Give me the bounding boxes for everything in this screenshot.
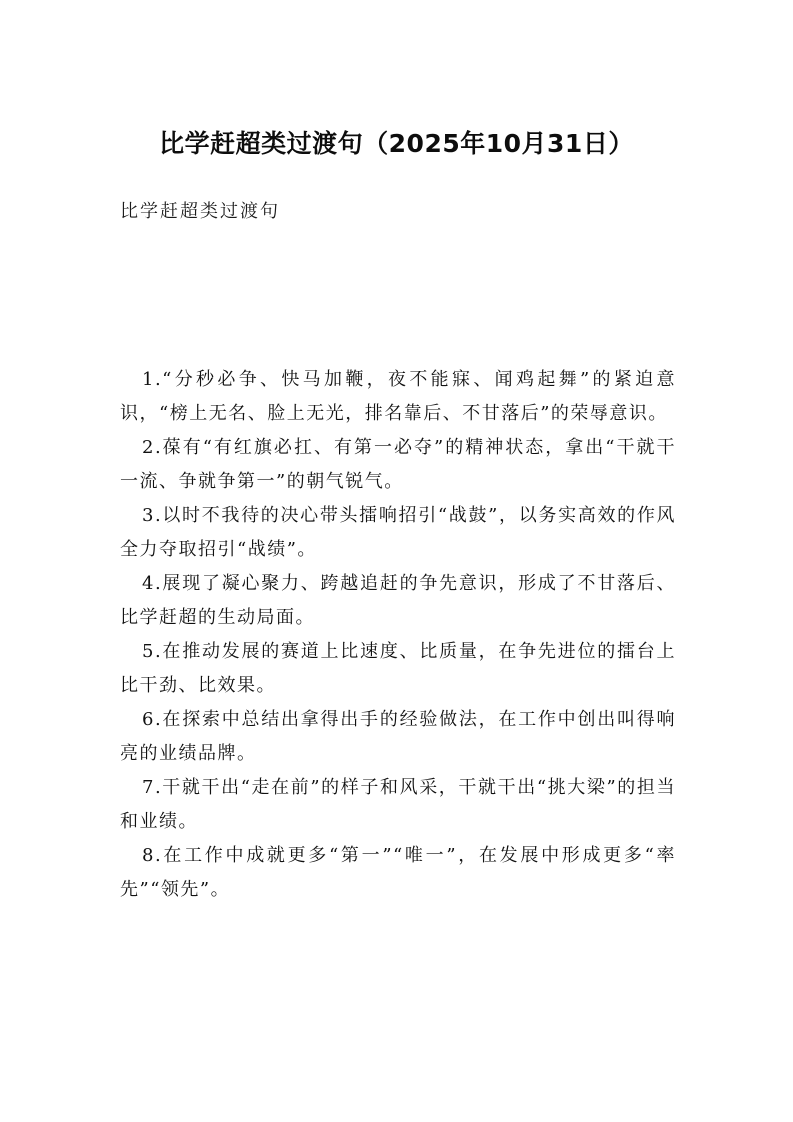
sentence-item-4: 4.展现了凝心聚力、跨越追赶的争先意识，形成了不甘落后、比学赶超的生动局面。 [120,573,676,628]
document-title: 比学赶超类过渡句（2025年10月31日） [159,129,634,158]
sentence-item-5: 5.在推动发展的赛道上比速度、比质量，在争先进位的擂台上比干劲、比效果。 [120,641,676,696]
sentence-item-6: 6.在探索中总结出拿得出手的经验做法，在工作中创出叫得响亮的业绩品牌。 [120,709,676,764]
sentence-item-2: 2.葆有“有红旗必扛、有第一必夺”的精神状态，拿出“干就干一流、争就争第一”的朝气锐气。 [120,437,676,492]
sentence-item-1: 1.“分秒必争、快马加鞭，夜不能寐、闻鸡起舞”的紧迫意识，“榜上无名、脸上无光，排名靠后、不甘落后”的荣辱意识。 [120,369,676,424]
document-subtitle: 比学赶超类过渡句 [120,201,280,222]
sentence-list [120,363,676,907]
sentence-item-8: 8.在工作中成就更多“第一”“唯一”，在发展中形成更多“率先”“领先”。 [120,845,676,900]
sentence-item-3: 3.以时不我待的决心带头擂响招引“战鼓”，以务实高效的作风全力夺取招引“战绩”。 [120,505,676,560]
sentence-item-7: 7.干就干出“走在前”的样子和风采，干就干出“挑大梁”的担当和业绩。 [120,777,676,832]
